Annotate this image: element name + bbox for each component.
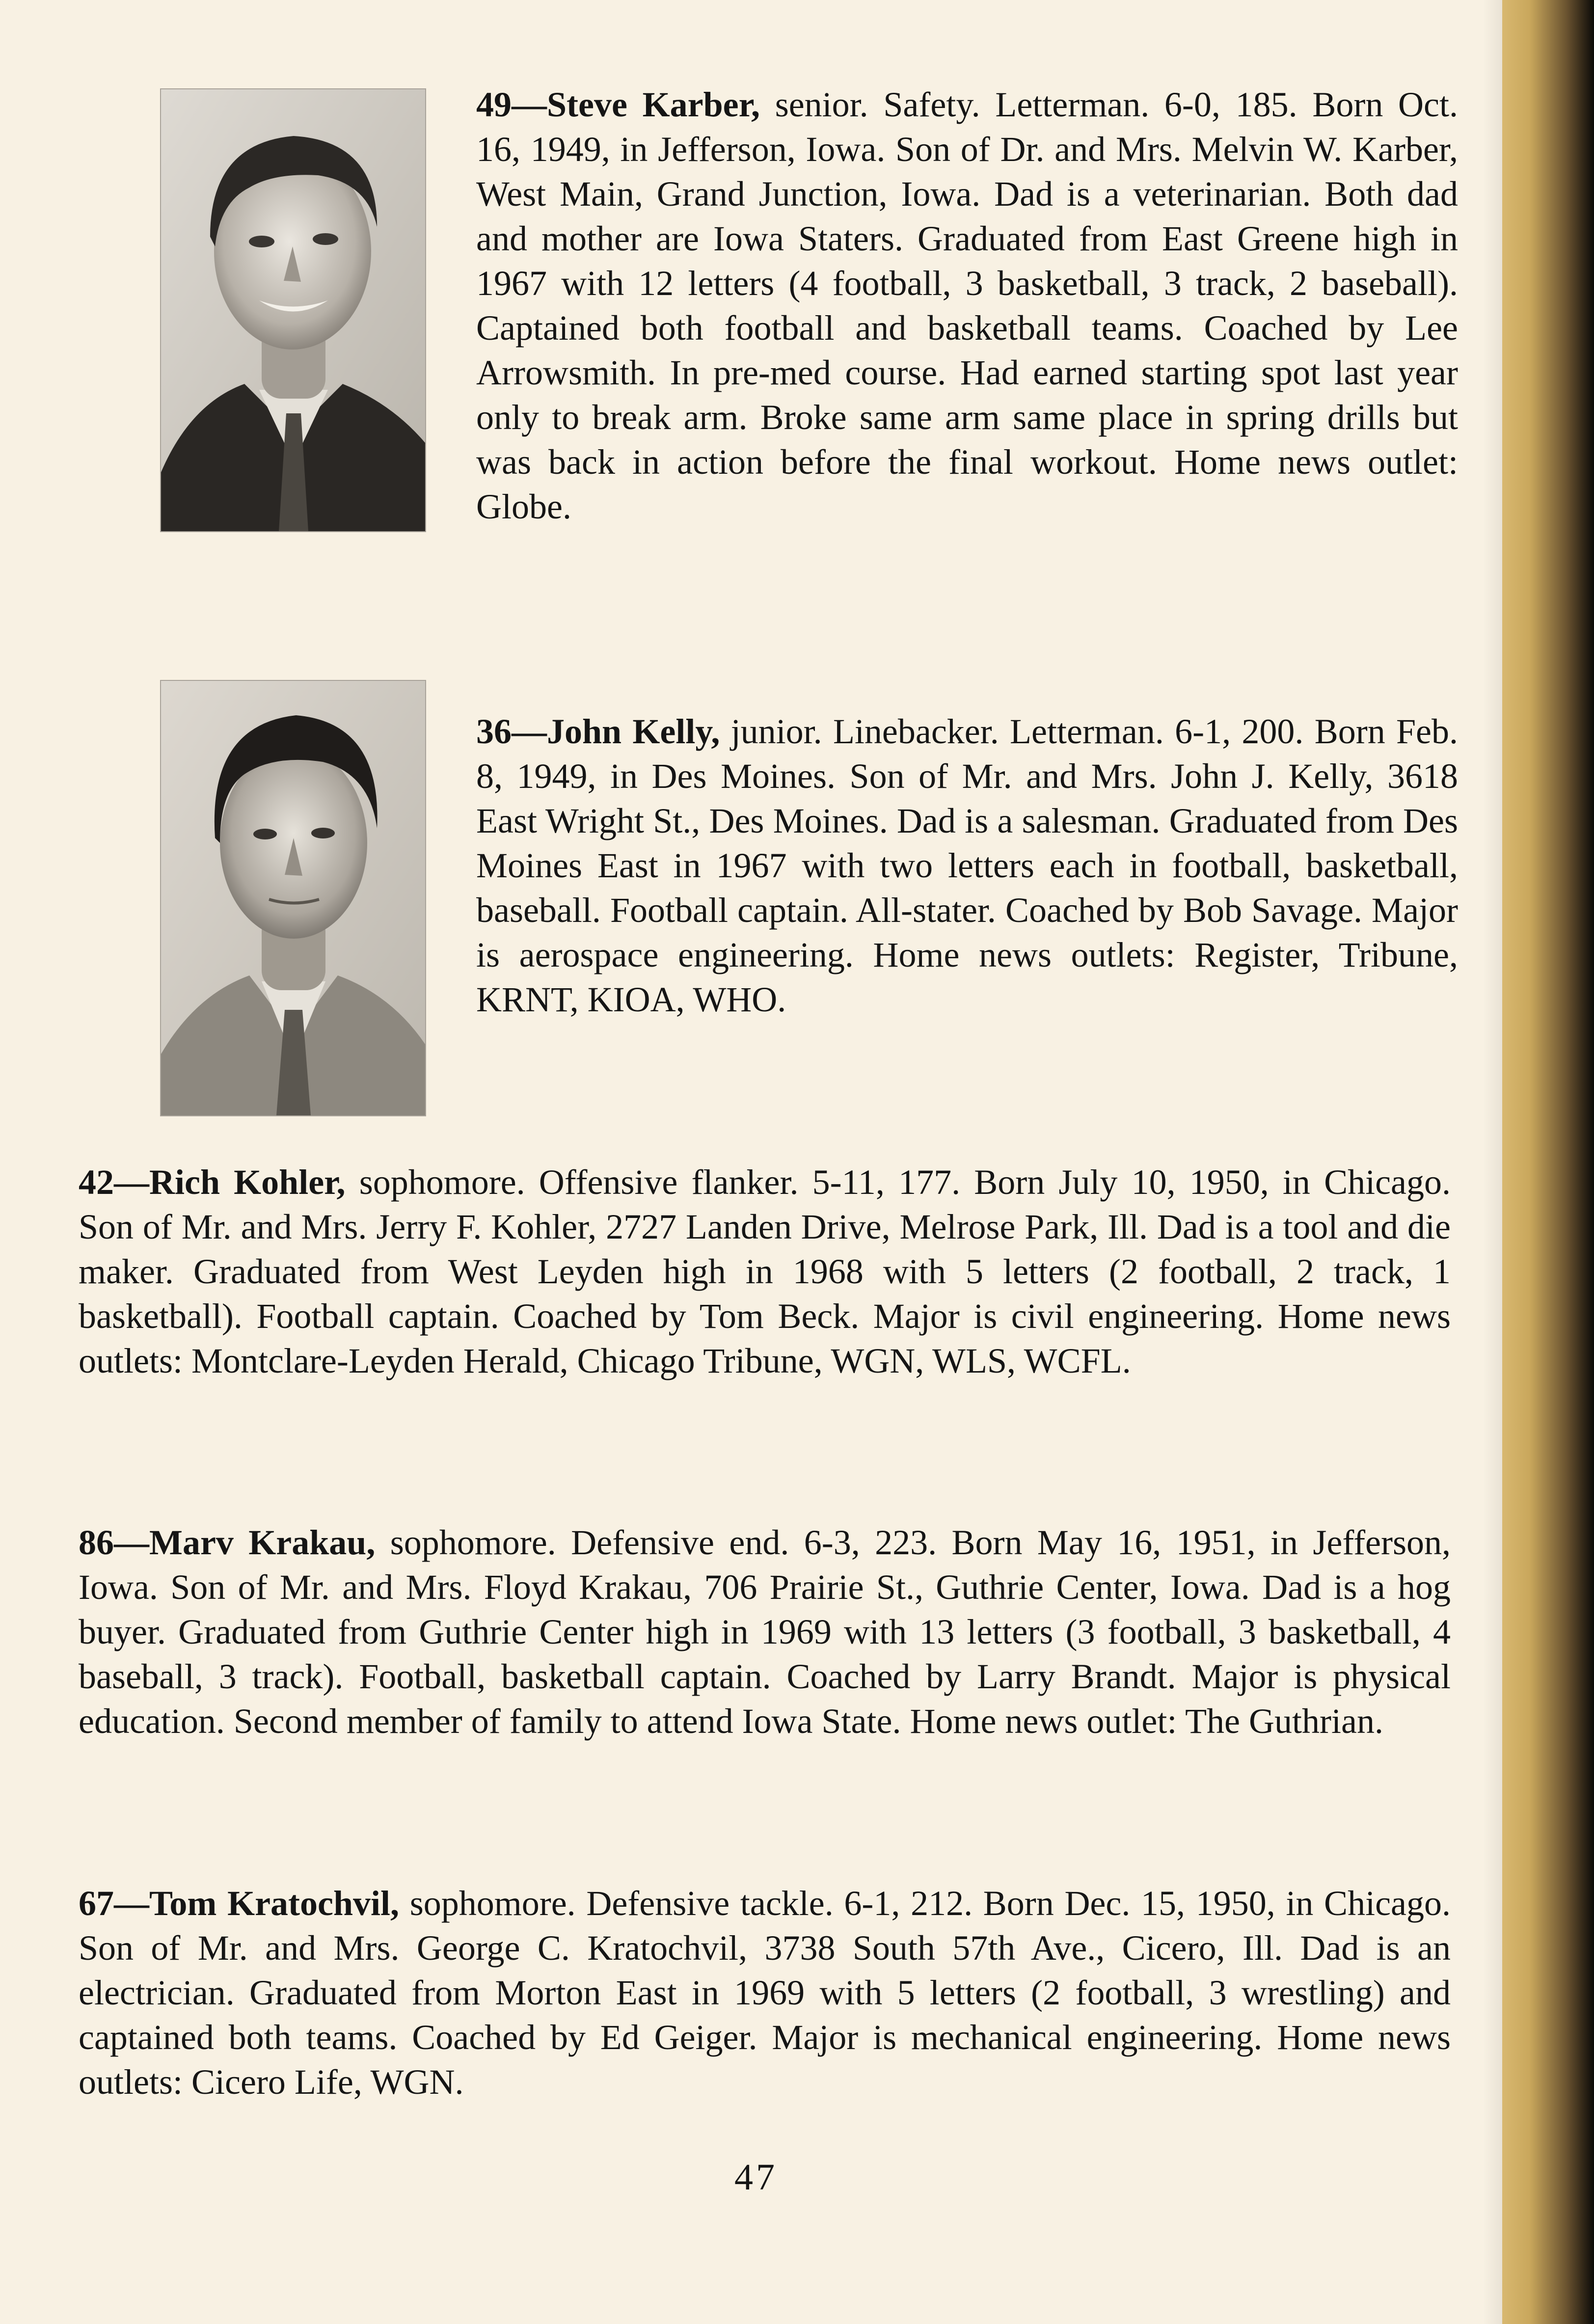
bio-entry-details: junior. Linebacker. Letterman. 6-1, 200. Born Feb. 8, 1949, in Des Moines. Son of Mr. and Mrs. John J. Kelly, 3618 East Wright St., Des Moines. Dad is a salesman. Graduated from Des Moines East in 1967 with two letters each in football, basketball, baseball. Football captain. All-stater. Coached by Bob Savage. Major is aerospace engineering. Home news outlets: Register, Tribune, KRNT, KIOA, WHO. [476,712,1458,1019]
bio-entry-krakau [79,1520,1451,1744]
book-edge [1502,0,1594,2324]
portrait-photo-kelly [160,680,426,1116]
bio-entry-name: 49—Steve Karber, [476,85,760,124]
bio-entry-name: 86—Marv Krakau, [79,1523,376,1562]
portrait-photo-karber [160,88,426,532]
bio-entry-kelly [476,709,1458,1022]
bio-entry-karber [476,82,1458,529]
bio-entry-name: 36—John Kelly, [476,712,720,751]
bio-entry-details: sophomore. Defensive tackle. 6-1, 212. Born Dec. 15, 1950, in Chicago. Son of Mr. and Mrs. George C. Kratochvil, 3738 South 57th Ave., Cicero, Ill. Dad is an electrician. Graduated from Morton East in 1969 with 5 letters (2 football, 3 wrestling) and captained both teams. Coached by Ed Geiger. Major is mechanical engineering. Home news outlets: Cicero Life, WGN. [79,1884,1451,2102]
bio-entry-name: 42—Rich Kohler, [79,1162,346,1202]
bio-entry-kohler [79,1160,1451,1383]
bio-entry-details: sophomore. Defensive end. 6-3, 223. Born May 16, 1951, in Jefferson, Iowa. Son of Mr. and Mrs. Floyd Krakau, 706 Prairie St., Guthrie Center, Iowa. Dad is a hog buyer. Graduated from Guthrie Center high in 1969 with 13 letters (3 football, 3 basketball, 4 baseball, 3 track). Football, basketball captain. Coached by Larry Brandt. Major is physical education. Second member of family to attend Iowa State. Home news outlet: The Guthrian. [79,1523,1451,1741]
bio-entry-details: senior. Safety. Letterman. 6-0, 185. Born Oct. 16, 1949, in Jefferson, Iowa. Son of Dr. and Mrs. Melvin W. Karber, West Main, Grand Junction, Iowa. Dad is a veterinarian. Both dad and mother are Iowa Staters. Graduated from East Greene high in 1967 with 12 letters (4 football, 3 basketball, 3 track, 2 baseball). Captained both football and basketball teams. Coached by Lee Arrowsmith. In pre-med course. Had earned starting spot last year only to break arm. Broke same arm same place in spring drills but was back in action before the final workout. Home news outlet: Globe. [476,85,1458,526]
bio-entry-details: sophomore. Offensive flanker. 5-11, 177. Born July 10, 1950, in Chicago. Son of Mr. and Mrs. Jerry F. Kohler, 2727 Landen Drive, Melrose Park, Ill. Dad is a tool and die maker. Graduated from West Leyden high in 1968 with 5 letters (2 football, 2 track, 1 basketball). Football captain. Coached by Tom Beck. Major is civil engineering. Home news outlets: Montclare-Leyden Herald, Chicago Tribune, WGN, WLS, WCFL. [79,1162,1451,1380]
bio-entry-name: 67—Tom Kratochvil, [79,1884,400,1923]
bio-entry-kratochvil [79,1881,1451,2105]
page-number: 47 [734,2157,778,2198]
